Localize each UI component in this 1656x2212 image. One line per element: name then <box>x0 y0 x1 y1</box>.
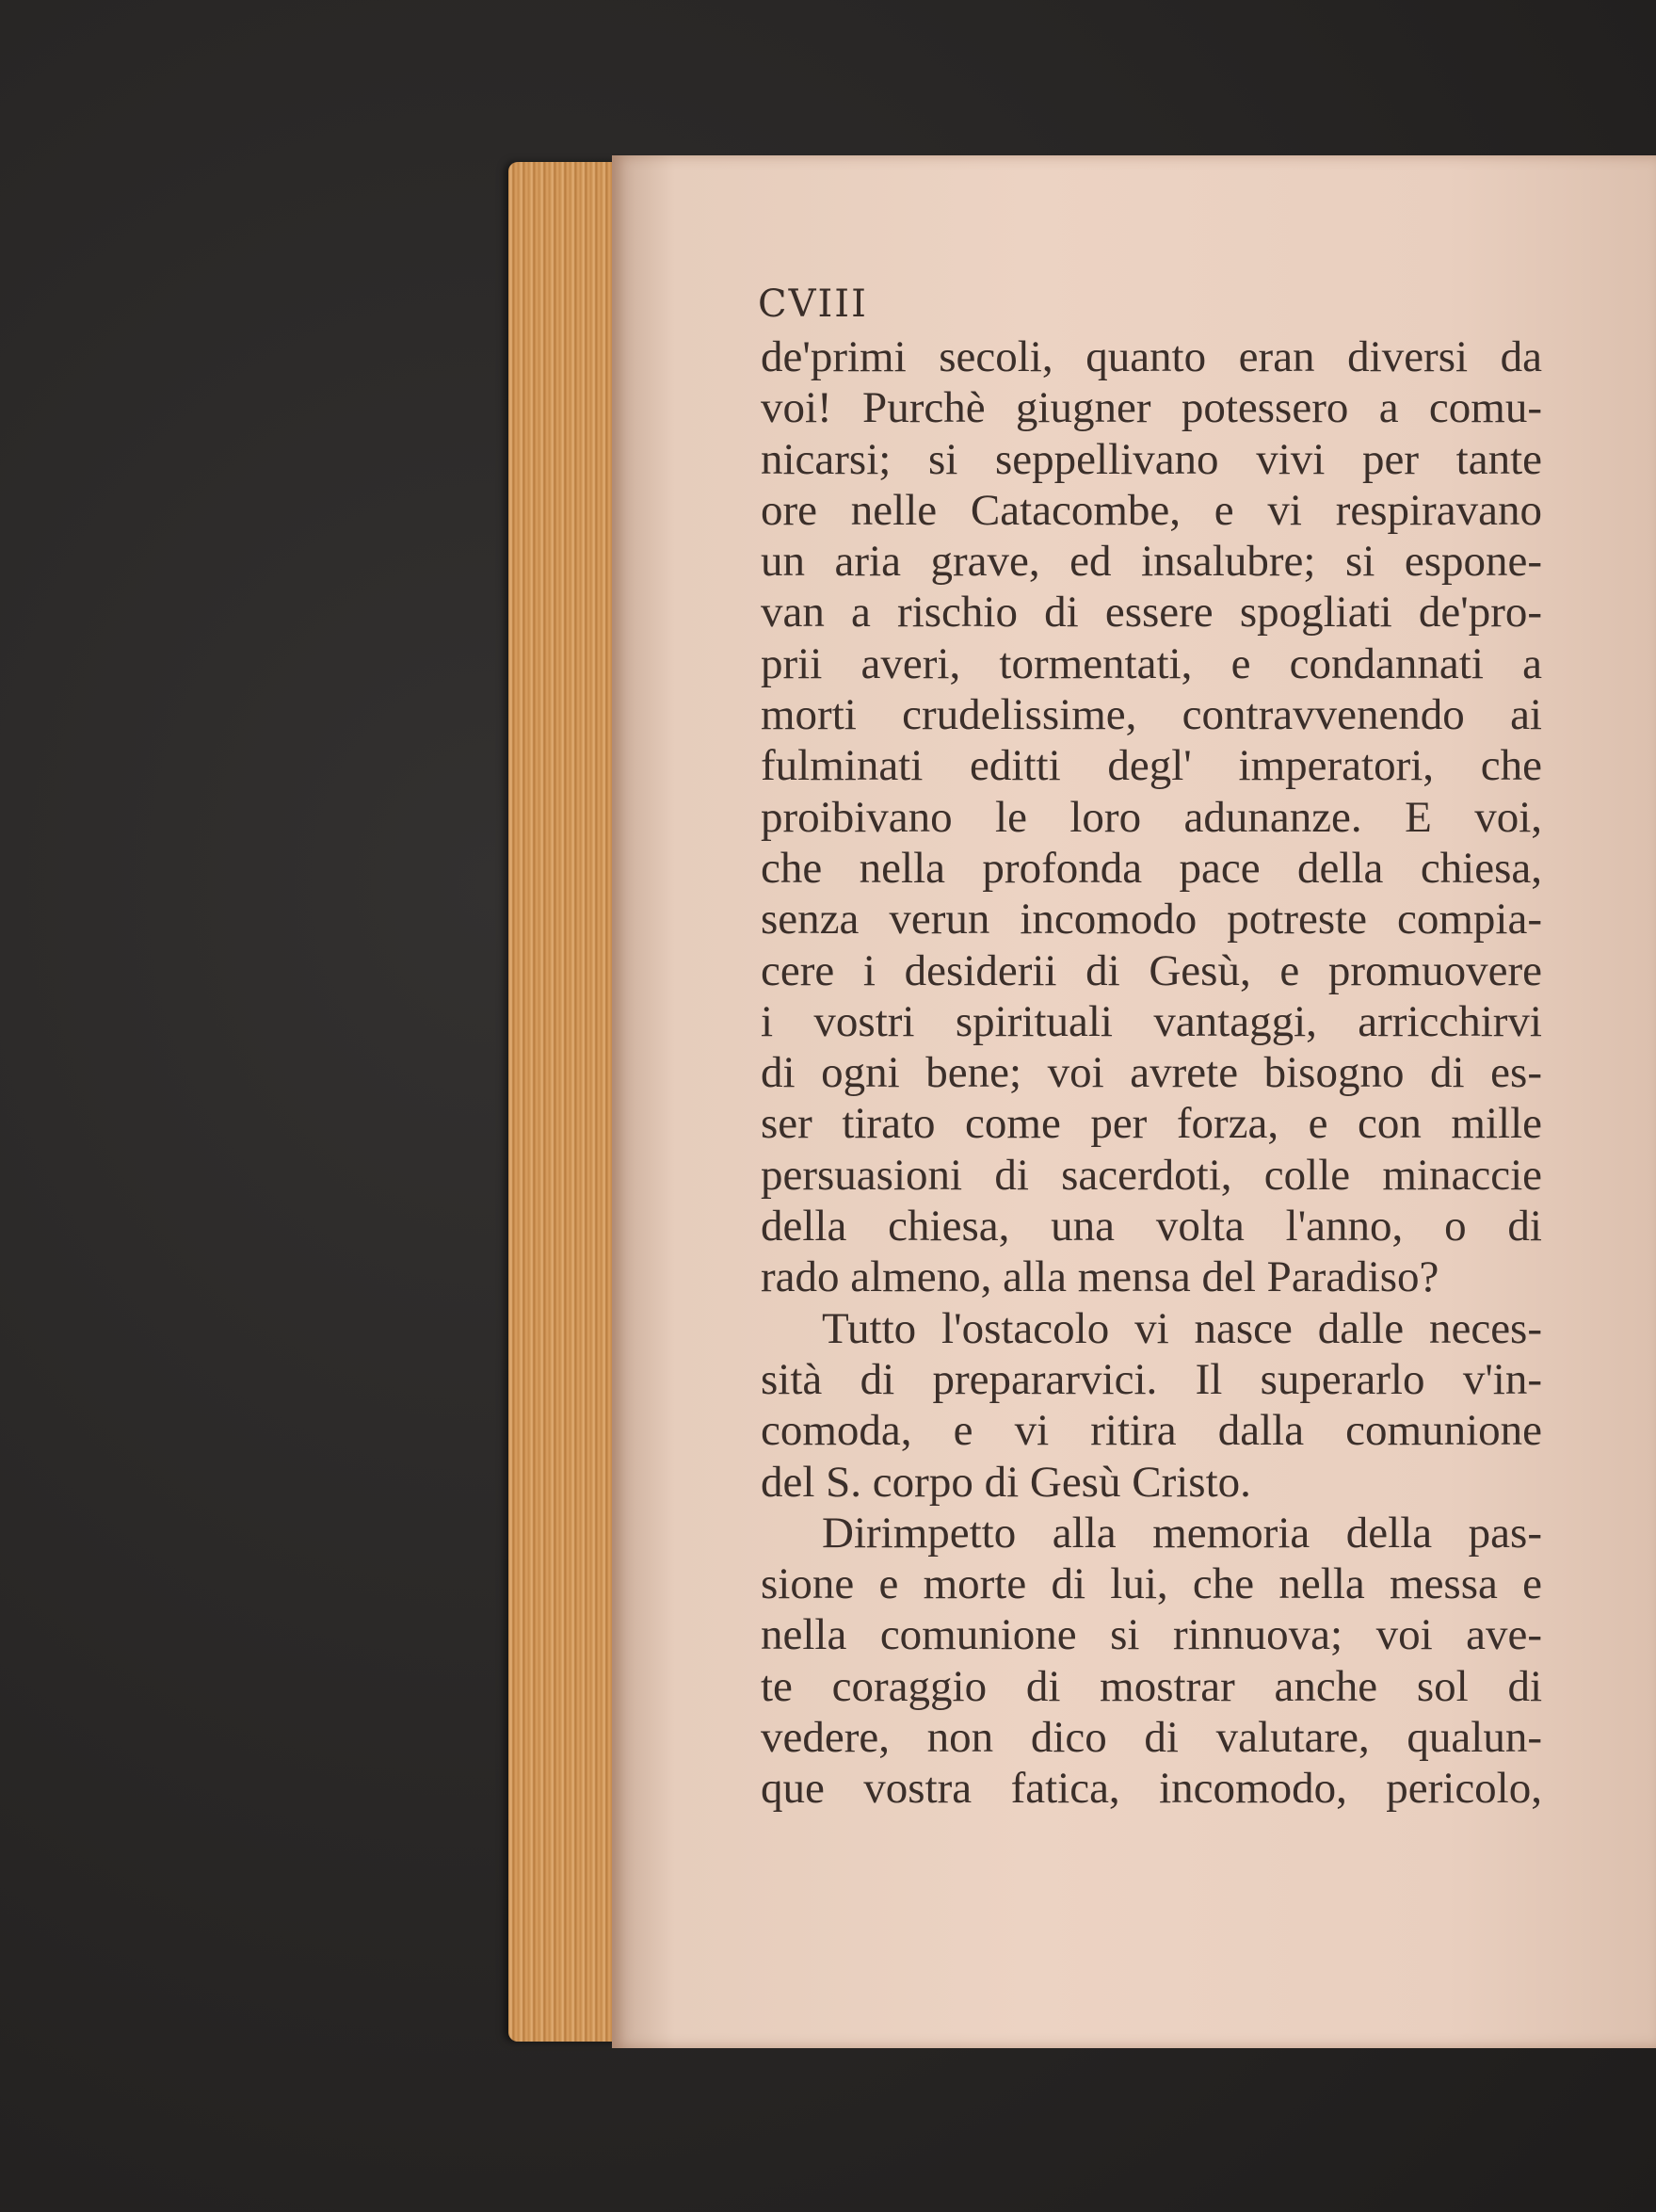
text-line: della chiesa, una volta l'anno, o di <box>761 1202 1542 1251</box>
text-line: fulminati editti degl' imperatori, che <box>761 741 1542 791</box>
text-line: rado almeno, alla mensa del Paradiso? <box>761 1252 1439 1302</box>
page-edges <box>508 162 621 2042</box>
text-line: che nella profonda pace della chiesa, <box>761 843 1542 893</box>
text-line: prii averi, tormentati, e condannati a <box>761 638 1542 688</box>
text-line: Tutto l'ostacolo vi nasce dalle neces- <box>822 1303 1542 1353</box>
text-line: sione e morte di lui, che nella messa e <box>761 1559 1542 1609</box>
body-text <box>761 331 1542 1815</box>
text-line: sità di prepararvici. Il superarlo v'in- <box>761 1354 1542 1404</box>
text-line: vedere, non dico di valutare, qualun- <box>761 1713 1542 1763</box>
text-line: cere i desiderii di Gesù, e promuovere <box>761 945 1542 995</box>
text-line: di ogni bene; voi avrete bisogno di es- <box>761 1048 1542 1098</box>
text-line: un aria grave, ed insalubre; si espone- <box>761 537 1542 587</box>
text-line: nicarsi; si seppellivano vivi per tante <box>761 434 1542 484</box>
text-line: Dirimpetto alla memoria della pas- <box>822 1508 1542 1558</box>
text-line: que vostra fatica, incomodo, pericolo, <box>761 1764 1542 1814</box>
text-line: senza verun incomodo potreste compia- <box>761 895 1542 945</box>
text-line: comoda, e vi ritira dalla comunione <box>761 1406 1542 1456</box>
text-line: voi! Purchè giugner potessero a comu- <box>761 383 1542 433</box>
text-line: de'primi secoli, quanto eran diversi da <box>761 332 1542 381</box>
text-line: ser tirato come per forza, e con mille <box>761 1099 1542 1149</box>
text-line: i vostri spirituali vantaggi, arricchirvi <box>761 996 1542 1046</box>
page-number: CVIII <box>758 283 868 326</box>
text-line: proibivano le loro adunanze. E voi, <box>761 792 1542 842</box>
text-line: ore nelle Catacombe, e vi respiravano <box>761 485 1542 535</box>
text-line: te coraggio di mostrar anche sol di <box>761 1661 1542 1711</box>
text-line: del S. corpo di Gesù Cristo. <box>761 1457 1251 1507</box>
text-line: persuasioni di sacerdoti, colle minaccie <box>761 1150 1542 1200</box>
text-line: morti crudelissime, contravvenendo ai <box>761 690 1542 740</box>
text-line: van a rischio di essere spogliati de'pro- <box>761 588 1542 638</box>
text-line: nella comunione si rinnuova; voi ave- <box>761 1610 1542 1660</box>
